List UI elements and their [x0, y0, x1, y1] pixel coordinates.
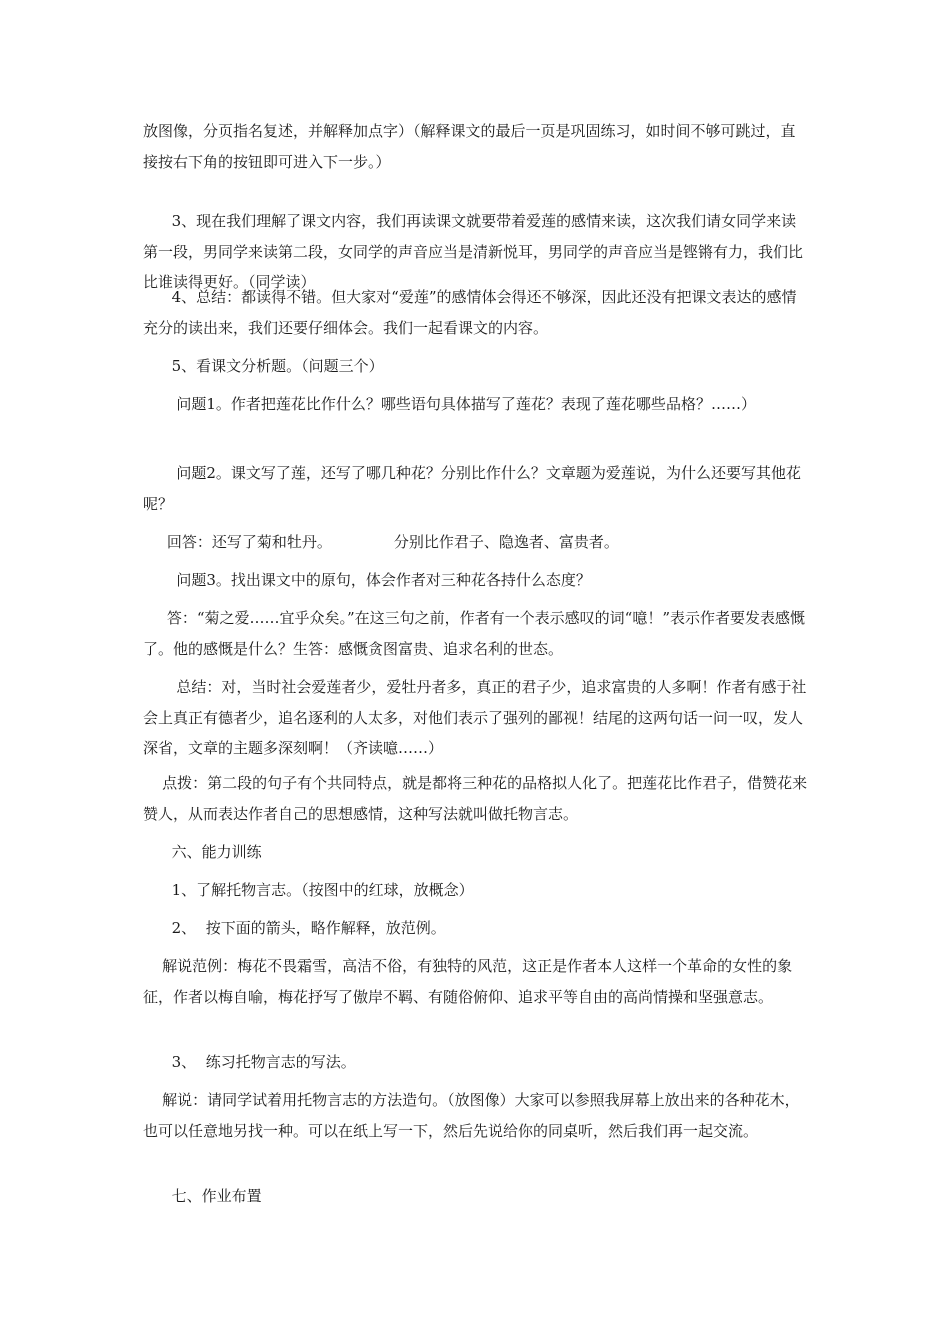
paragraph-11: 点拨：第二段的句子有个共同特点，就是都将三种花的品格拟人化了。把莲花比作君子，借赞花来赞人，从而表达作者自己的思想感情，这种写法就叫做托物言志。	[143, 774, 808, 823]
paragraph-10: 总结：对，当时社会爱莲者少，爱牡丹者多，真正的君子少，追求富贵的人多啊！作者有感于社会上真正有德者少，追名逐利的人太多，对他们表示了强列的鄙视！结尾的这两句话一问一叹，发人深省，文章的主题多深刻啊！（齐读噫……）	[143, 678, 807, 757]
paragraph-2: 3、现在我们理解了课文内容，我们再读课文就要带着爱莲的感情来读，这次我们请女同学来读第一段，男同学来读第二段，女同学的声音应当是清新悦耳，男同学的声音应当是铿锵有力，我们比比谁读得更好。（同学读）	[143, 212, 804, 291]
paragraph-1: 放图像，分页指名复述，并解释加点字）（解释课文的最后一页是巩固练习，如时间不够可跳过，直接按右下角的按钮即可进入下一步。）	[143, 122, 796, 171]
paragraph-7: 回答：还写了菊和牡丹。 分别比作君子、隐逸者、富贵者。	[143, 533, 619, 551]
paragraph-4: 5、看课文分析题。（问题三个）	[143, 357, 384, 375]
paragraph-18: 七、作业布置	[143, 1187, 262, 1205]
paragraph-17: 解说：请同学试着用托物言志的方法造句。（放图像）大家可以参照我屏幕上放出来的各种花木，也可以任意地另找一种。可以在纸上写一下，然后先说给你的同桌听，然后我们再一起交流。	[143, 1091, 800, 1140]
paragraph-12: 六、能力训练	[143, 843, 262, 861]
paragraph-13: 1、了解托物言志。（按图中的红球，放概念）	[143, 881, 474, 899]
paragraph-8: 问题3。找出课文中的原句，体会作者对三种花各持什么态度？	[143, 571, 591, 589]
paragraph-5: 问题1。作者把莲花比作什么？哪些语句具体描写了莲花？表现了莲花哪些品格？……）	[143, 395, 756, 413]
paragraph-3: 4、总结：都读得不错。但大家对“爱莲”的感情体会得还不够深，因此还没有把课文表达的感情充分的读出来，我们还要仔细体会。我们一起看课文的内容。	[143, 288, 797, 337]
paragraph-9: 答：“菊之爱……宜乎众矣。”在这三句之前，作者有一个表示感叹的词“噫！”表示作者要发表感慨了。他的感慨是什么？生答：感慨贪图富贵、追求名利的世态。	[143, 609, 806, 658]
paragraph-6: 问题2。课文写了莲，还写了哪几种花？分别比作什么？文章题为爱莲说，为什么还要写其他花呢？	[143, 464, 801, 513]
paragraph-14: 2、 按下面的箭头，略作解释，放范例。	[143, 919, 446, 937]
paragraph-15: 解说范例：梅花不畏霜雪，高洁不俗，有独特的风范，这正是作者本人这样一个革命的女性的象征，作者以梅自喻，梅花抒写了傲岸不羁、有随俗俯仰、追求平等自由的高尚情操和坚强意志。	[143, 957, 793, 1006]
paragraph-16: 3、 练习托物言志的写法。	[143, 1053, 356, 1071]
